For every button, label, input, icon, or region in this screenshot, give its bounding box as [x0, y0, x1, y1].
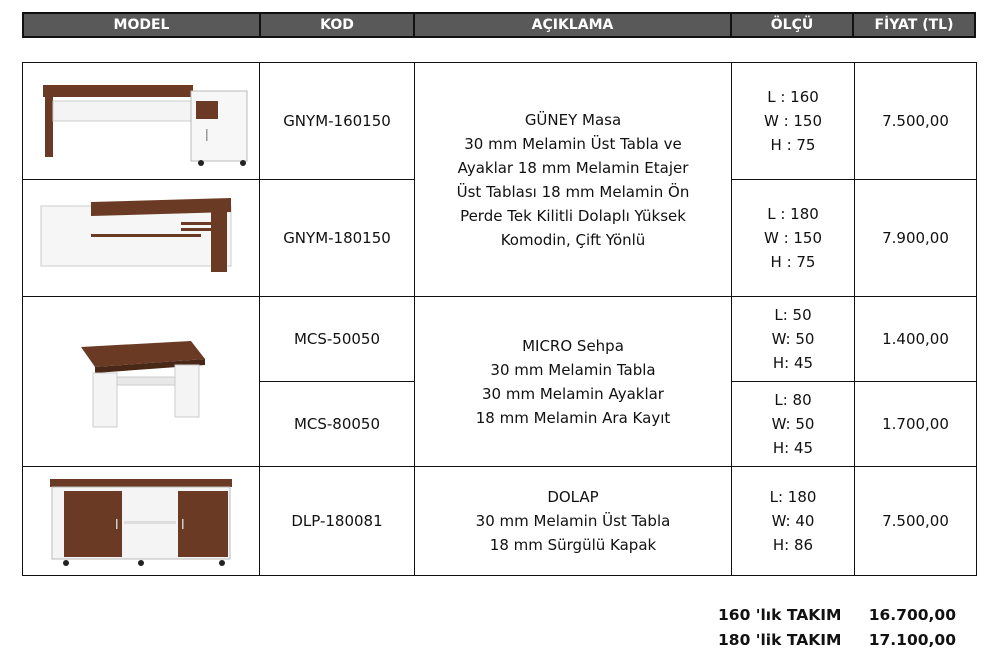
kod-cell: GNYM-180150: [260, 180, 415, 297]
kod-cell: MCS-80050: [260, 382, 415, 467]
olcu-cell: [732, 180, 855, 297]
desc-line: Ayaklar 18 mm Melamin Etajer: [457, 158, 689, 177]
dolap-image: [23, 467, 260, 576]
olcu-line: W : 150: [763, 112, 823, 130]
olcu-line: W: 40: [771, 512, 815, 530]
kod-cell: GNYM-160150: [260, 63, 415, 180]
desc-line: DOLAP: [547, 488, 599, 506]
total-row: [718, 627, 956, 652]
desc-line: Komodin, Çift Yönlü: [500, 230, 646, 249]
olcu-cell: [732, 63, 855, 180]
desk-image: [31, 188, 251, 288]
header-fiyat: FİYAT (TL): [852, 12, 976, 38]
table-row: [23, 467, 977, 576]
olcu-line: W : 150: [763, 229, 823, 247]
total-value: 17.100,00: [868, 630, 956, 649]
olcu-cell: [732, 382, 855, 467]
olcu-line: L: 50: [774, 306, 812, 324]
totals-block: [718, 602, 956, 652]
fiyat-cell: 1.700,00: [855, 382, 977, 467]
coffee-table-image: [71, 327, 211, 437]
table-row: [23, 297, 977, 382]
desc-line: 18 mm Melamin Ara Kayıt: [475, 408, 671, 427]
desc-line: 30 mm Melamin Üst Tabla ve: [464, 134, 682, 153]
olcu-line: H: 45: [772, 439, 814, 457]
kod-cell: DLP-180081: [260, 467, 415, 576]
olcu-line: L : 160: [767, 88, 819, 106]
olcu-line: L: 180: [769, 488, 817, 506]
desc-line: 30 mm Melamin Tabla: [490, 360, 656, 379]
price-table: [22, 62, 977, 576]
micro-description: [415, 297, 732, 467]
desk-image: [31, 71, 251, 171]
micro-image: [23, 297, 260, 467]
guney-image-1: [23, 63, 260, 180]
header-olcu: ÖLÇÜ: [730, 12, 854, 38]
olcu-line: W: 50: [771, 330, 815, 348]
desc-line: 30 mm Melamin Ayaklar: [482, 384, 664, 403]
olcu-line: L : 180: [767, 205, 819, 223]
olcu-line: L: 80: [774, 391, 812, 409]
olcu-line: H : 75: [770, 253, 816, 271]
desc-line: MICRO Sehpa: [522, 336, 624, 355]
desc-line: 18 mm Sürgülü Kapak: [489, 536, 657, 554]
olcu-line: H: 86: [772, 536, 814, 554]
olcu-line: H: 45: [772, 354, 814, 372]
fiyat-cell: 7.900,00: [855, 180, 977, 297]
header-aciklama: AÇIKLAMA: [413, 12, 732, 38]
guney-image-2: [23, 180, 260, 297]
desc-line: Üst Tablası 18 mm Melamin Ön: [456, 182, 690, 201]
olcu-cell: [732, 467, 855, 576]
total-label: 160 'lık TAKIM: [718, 605, 842, 624]
fiyat-cell: 7.500,00: [855, 467, 977, 576]
desc-line: GÜNEY Masa: [524, 110, 622, 129]
table-row: [23, 63, 977, 180]
kod-cell: MCS-50050: [260, 297, 415, 382]
total-row: [718, 602, 956, 627]
guney-description: [415, 63, 732, 297]
table-header: [22, 12, 976, 38]
desc-line: 30 mm Melamin Üst Tabla: [475, 512, 671, 530]
total-label: 180 'lik TAKIM: [718, 630, 842, 649]
dolap-description: [415, 467, 732, 576]
desc-line: Perde Tek Kilitli Dolaplı Yüksek: [460, 206, 686, 225]
olcu-line: H : 75: [770, 136, 816, 154]
fiyat-cell: 1.400,00: [855, 297, 977, 382]
olcu-cell: [732, 297, 855, 382]
olcu-line: W: 50: [771, 415, 815, 433]
total-value: 16.700,00: [868, 605, 956, 624]
header-kod: KOD: [259, 12, 415, 38]
fiyat-cell: 7.500,00: [855, 63, 977, 180]
cabinet-image: [46, 471, 236, 571]
header-model: MODEL: [22, 12, 261, 38]
